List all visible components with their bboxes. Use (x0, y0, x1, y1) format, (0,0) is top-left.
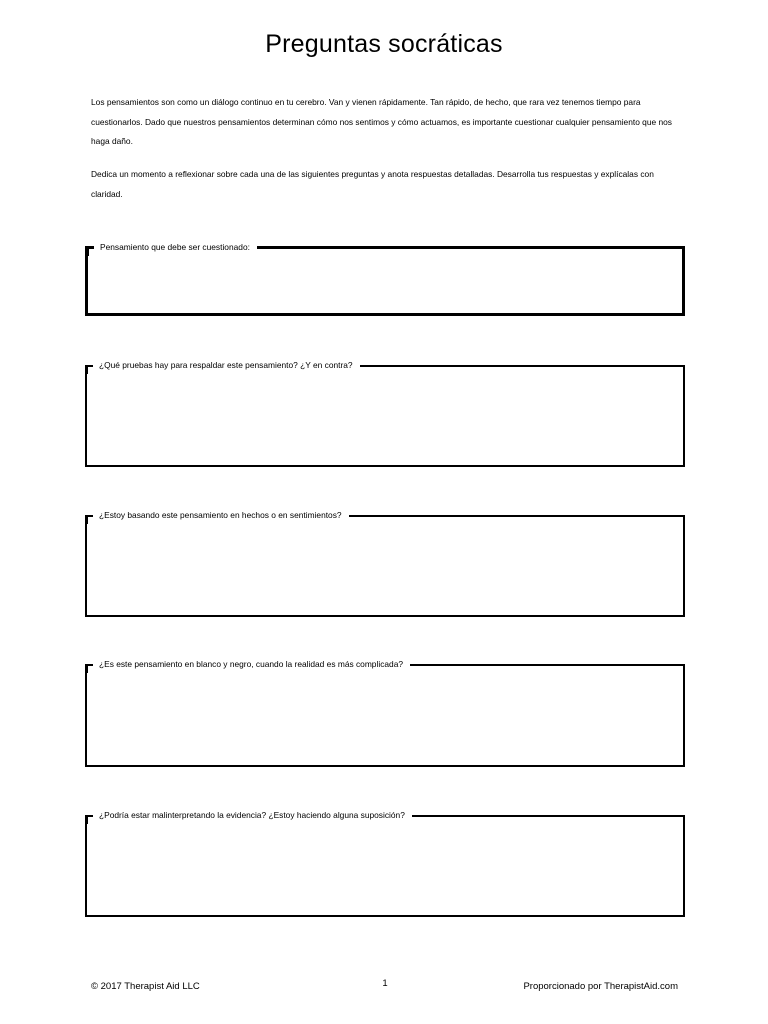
evidence-answer-box[interactable] (85, 360, 685, 467)
footer-credit: Proporcionado por TherapistAid.com (523, 981, 678, 992)
question-label: ¿Podría estar malinterpretando la evidencia? ¿Estoy haciendo alguna suposición? (93, 810, 412, 821)
instructions-paragraph: Dedica un momento a reflexionar sobre cada una de las siguientes preguntas y anota respuestas detalladas. Desarrolla tus respuestas y explícalas con claridad. (91, 169, 654, 199)
question-label: ¿Estoy basando este pensamiento en hechos o en sentimientos? (93, 510, 349, 521)
box-corner-mark (85, 815, 88, 824)
question-label: ¿Qué pruebas hay para respaldar este pensamiento? ¿Y en contra? (93, 360, 360, 371)
thought-answer-box[interactable] (85, 242, 685, 316)
box-corner-mark (86, 247, 89, 256)
page-title: Preguntas socráticas (265, 30, 503, 58)
question-label: ¿Es este pensamiento en blanco y negro, cuando la realidad es más complicada? (93, 659, 410, 670)
intro-paragraph: Los pensamientos son como un diálogo continuo en tu cerebro. Van y vienen rápidamente. Tan rápido, de hecho, que rara vez tenemos tiempo para cuestionarlos. Dado que nuestros pensamientos determinan cómo nos sentimos y cómo actuamos, es importante cuestionar cualquier pensamiento que nos haga daño. (91, 97, 672, 146)
box-corner-mark (85, 365, 88, 374)
misinterpretation-answer-box[interactable] (85, 810, 685, 917)
black-white-answer-box[interactable] (85, 659, 685, 767)
question-label: Pensamiento que debe ser cuestionado: (94, 242, 257, 253)
box-corner-mark (85, 515, 88, 524)
page-number: 1 (382, 978, 388, 989)
box-corner-mark (85, 664, 88, 673)
facts-feelings-answer-box[interactable] (85, 510, 685, 617)
footer-copyright: © 2017 Therapist Aid LLC (91, 981, 200, 992)
